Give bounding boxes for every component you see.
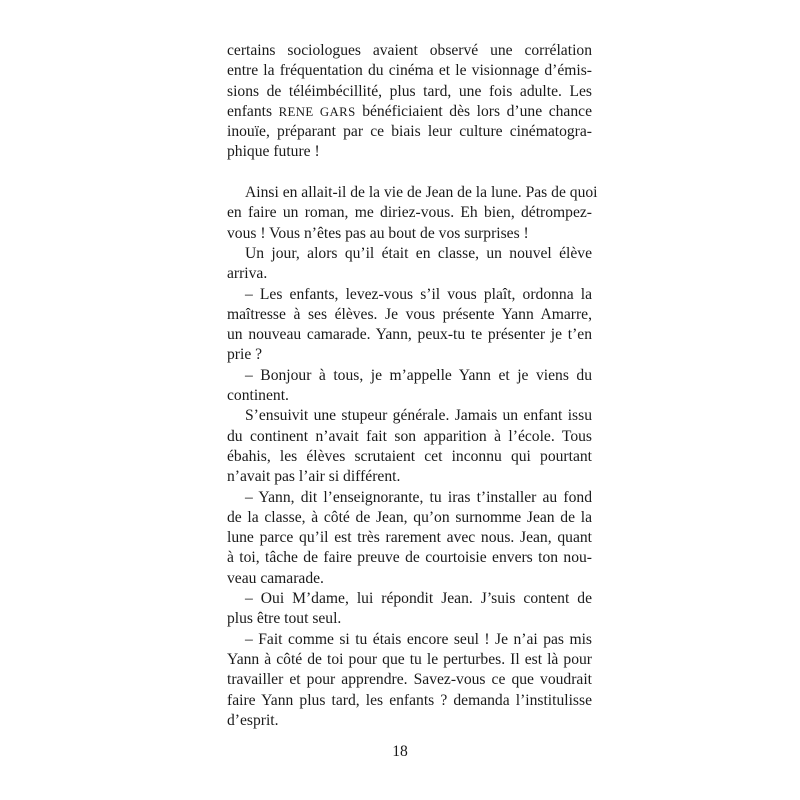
text-line: inouïe, préparant par ce biais leur culture cinématogra-	[227, 123, 592, 141]
text-line: continent.	[227, 387, 289, 405]
text-line: – Fait comme si tu étais encore seul ! Je n’ai pas mis	[245, 630, 592, 648]
text-line: n’avait pas l’air si différent.	[227, 468, 401, 486]
text-line: de la classe, à côté de Jean, qu’on surnomme Jean de la	[227, 508, 592, 526]
text-line: Ainsi en allait-il de la vie de Jean de la lune. Pas de quoi	[245, 184, 598, 202]
text-line: arriva.	[227, 265, 268, 283]
text-line: – Bonjour à tous, je m’appelle Yann et je viens du	[245, 366, 592, 384]
text-line: travailler et pour apprendre. Savez-vous ce que voudrait	[227, 671, 592, 689]
page-number: 18	[392, 743, 408, 760]
text-line: prie ?	[227, 346, 263, 364]
text-line: du continent n’avait fait son apparition à l’école. Tous	[227, 427, 592, 445]
text-line: lune parce qu’il est très rarement avec nous. Jean, quant	[227, 529, 592, 547]
text-line: – Oui M’dame, lui répondit Jean. J’suis content de	[245, 590, 592, 608]
text-line: certains sociologues avaient observé une corrélation	[227, 42, 592, 59]
text-line: sions de téléimbécillité, plus tard, une fois adulte. Les	[227, 82, 592, 100]
text-line: maîtresse à ses élèves. Je vous présente Yann Amarre,	[227, 305, 592, 323]
text-line: – Les enfants, levez-vous s’il vous plaît, ordonna la	[245, 285, 592, 303]
text-line: entre la fréquentation du cinéma et le visionnage d’émis-	[227, 62, 592, 80]
body-text	[227, 41, 598, 731]
text-line	[227, 102, 592, 122]
small-caps-name: RENE GARS	[278, 104, 356, 119]
text-line: plus être tout seul.	[227, 610, 342, 628]
text-line: S’ensuivit une stupeur générale. Jamais un enfant issu	[245, 407, 592, 425]
text-line: phique future !	[227, 143, 320, 161]
text-line: à toi, tâche de faire preuve de courtoisie envers ton nou-	[227, 549, 592, 567]
section-break	[227, 163, 592, 183]
text-line: faire Yann plus tard, les enfants ? demanda l’institulisse	[227, 691, 592, 709]
text-line: Un jour, alors qu’il était en classe, un nouvel élève	[245, 244, 592, 262]
text-line: d’esprit.	[227, 711, 279, 729]
text-fragment: bénéficiaient dès lors d’une chance	[362, 102, 592, 120]
text-line: en faire un roman, me diriez-vous. Eh bien, détrompez-	[227, 204, 592, 222]
text-line: veau camarade.	[227, 569, 324, 587]
text-fragment: enfants	[227, 102, 273, 120]
text-line: Yann à côté de toi pour que tu le perturbes. Il est là pour	[227, 650, 592, 668]
text-line: vous ! Vous n’êtes pas au bout de vos surprises !	[227, 224, 529, 242]
text-line: un nouveau camarade. Yann, peux-tu te présenter je t’en	[227, 326, 592, 344]
text-line: – Yann, dit l’enseignorante, tu iras t’installer au fond	[245, 488, 592, 506]
text-line: ébahis, les élèves scrutaient cet inconnu qui pourtant	[227, 447, 592, 465]
